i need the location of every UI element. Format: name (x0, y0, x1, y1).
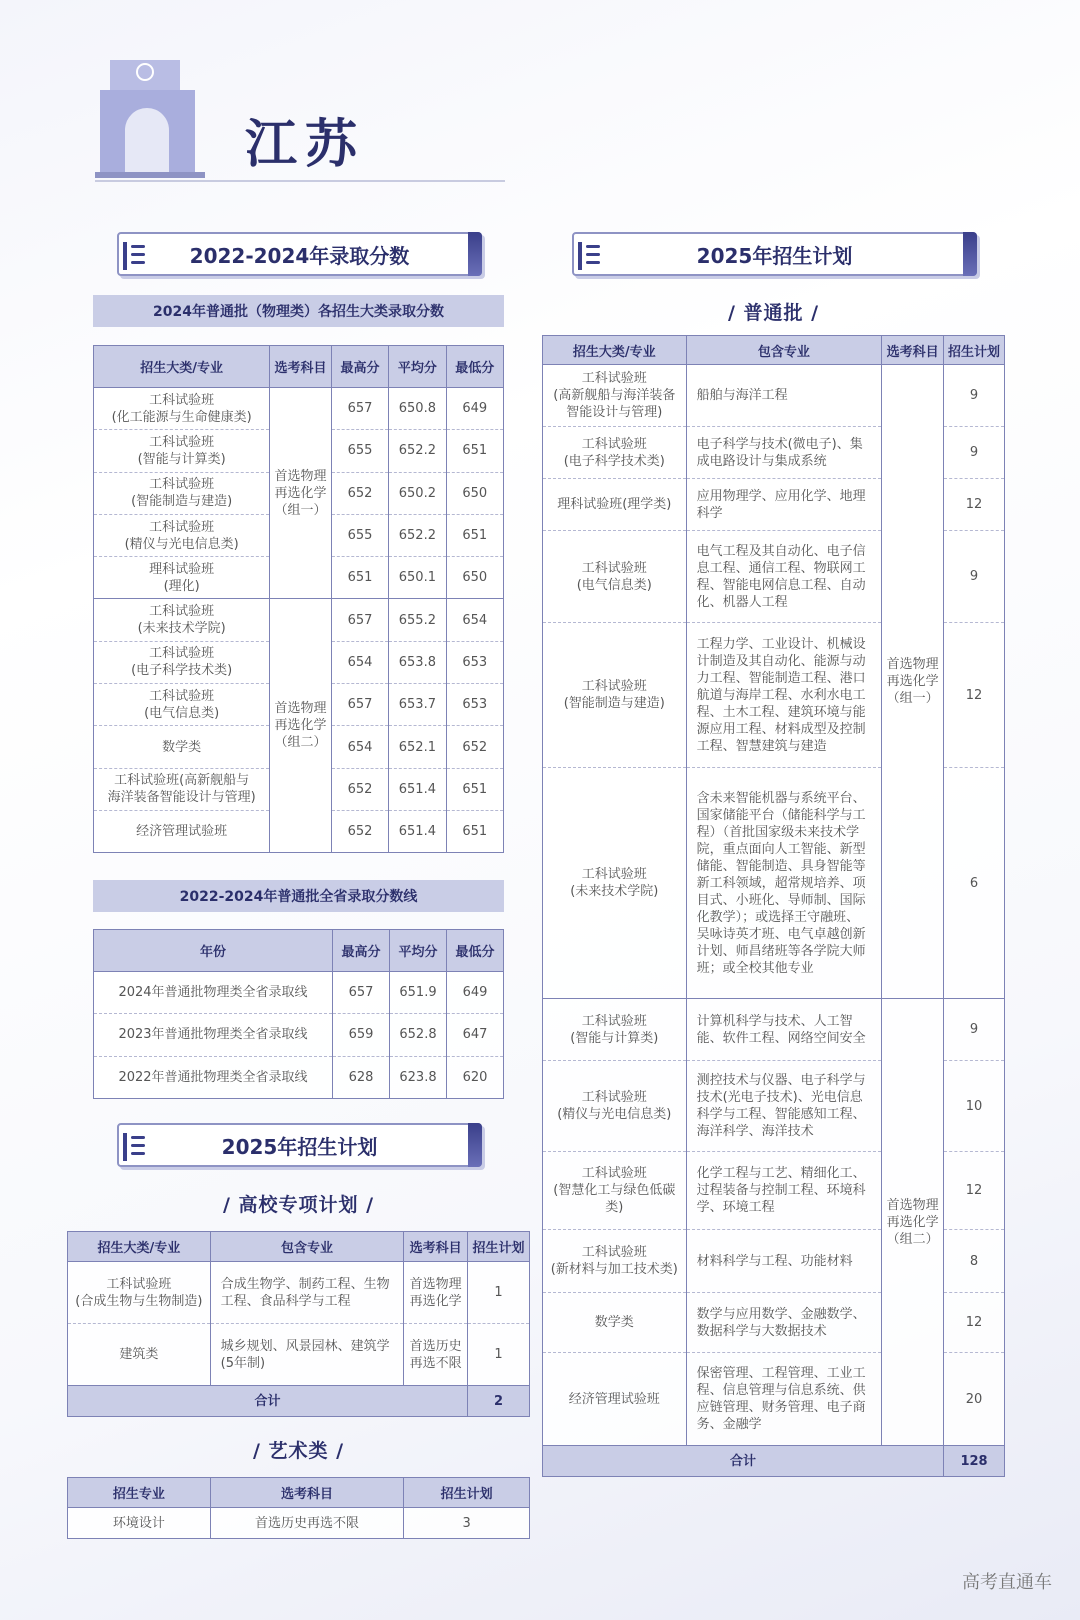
score-min: 649 (446, 388, 503, 430)
major-name: 数学类 (543, 1293, 687, 1353)
included-majors: 含未来智能机器与系统平台、国家储能平台（储能科学与工程）（首批国家级未来技术学院，重点面向人工智能、新型储能、智能制造、具身智能等新工科领域，超常规培养、项目式、小班化、导师制、国际化教学）；或选择王守融班、吴咏诗英才班、电气卓越创新计划、师昌绪班等各学院大师班；或全校其他专业 (686, 768, 882, 999)
line-min: 647 (447, 1014, 504, 1056)
line-avg: 651.9 (390, 972, 447, 1014)
score-min: 652 (446, 726, 503, 768)
score-min: 653 (446, 684, 503, 726)
regular-batch-title: / 普通批 / (727, 302, 820, 324)
subject-requirement: 首选物理 再选化学 (404, 1262, 468, 1324)
table-row (68, 1386, 530, 1417)
table-row (94, 599, 504, 641)
major-name: 理科试验班(理学类) (543, 479, 687, 531)
plan-count: 12 (944, 623, 1005, 768)
line-min: 620 (447, 1056, 504, 1098)
score-avg: 650.1 (389, 557, 446, 599)
page-title: 江苏 (245, 115, 366, 175)
score-min: 651 (446, 810, 503, 852)
plan-count: 9 (944, 999, 1005, 1061)
score-max: 655 (331, 430, 388, 472)
line-max: 628 (333, 1056, 390, 1098)
major-name: 工科试验班 (合成生物与生物制造) (68, 1262, 211, 1324)
art-count: 3 (404, 1508, 530, 1539)
major-name: 工科试验班 (智慧化工与绿色低碳类) (543, 1152, 687, 1230)
banner-label: 2025年招生计划 (696, 243, 853, 268)
art-plan-table (67, 1477, 530, 1539)
table-row (543, 365, 1005, 427)
binder-rings-icon (578, 242, 598, 270)
banner-label: 2022-2024年录取分数 (189, 243, 410, 268)
score-min: 651 (446, 514, 503, 556)
column-header: 招生大类/专业 (68, 1232, 211, 1262)
plan-count: 9 (944, 365, 1005, 427)
major-name: 工科试验班 (电子科学技术类) (94, 641, 270, 683)
major-name: 工科试验班 (电气信息类) (94, 684, 270, 726)
line-min: 649 (447, 972, 504, 1014)
included-majors: 合成生物学、制药工程、生物工程、食品科学与工程 (210, 1262, 404, 1324)
table-row (94, 972, 504, 1014)
plan-count: 8 (944, 1230, 1005, 1293)
art-subject: 首选历史再选不限 (210, 1508, 404, 1539)
included-majors: 化学工程与工艺、精细化工、过程装备与控制工程、环境科学、环境工程 (686, 1152, 882, 1230)
total-label: 合计 (543, 1446, 944, 1477)
included-majors: 电气工程及其自动化、电子信息工程、通信工程、物联网工程、智能电网信息工程、自动化、机器人工程 (686, 531, 882, 623)
table-row (543, 1446, 1005, 1477)
major-name: 工科试验班 (精仪与光电信息类) (543, 1061, 687, 1152)
plan-count: 12 (944, 1293, 1005, 1353)
plan-left-banner (117, 1123, 482, 1167)
major-name: 经济管理试验班 (543, 1353, 687, 1446)
binder-rings-icon (123, 242, 143, 270)
column-header: 包含专业 (686, 336, 882, 365)
regular-plan-table (542, 335, 1005, 1477)
column-header: 最低分 (447, 930, 504, 972)
plan-count: 9 (944, 427, 1005, 479)
table-row (68, 1324, 530, 1386)
score-max: 654 (331, 726, 388, 768)
plan-count: 1 (468, 1262, 530, 1324)
score-max: 652 (331, 810, 388, 852)
scores-banner (117, 232, 482, 276)
plan-count: 9 (944, 531, 1005, 623)
plan-count: 12 (944, 1152, 1005, 1230)
divider (95, 180, 505, 182)
campus-gate-illustration (95, 50, 205, 180)
column-header: 招生计划 (468, 1232, 530, 1262)
score-max: 657 (331, 599, 388, 641)
included-majors: 计算机科学与技术、人工智能、软件工程、网络空间安全 (686, 999, 882, 1061)
plan-count: 1 (468, 1324, 530, 1386)
lines-subtitle: 2022-2024年普通批全省录取分数线 (93, 880, 504, 912)
subject-requirement: 首选物理 再选化学 （组一） (270, 388, 332, 599)
score-max: 657 (331, 684, 388, 726)
line-max: 659 (333, 1014, 390, 1056)
included-majors: 材料科学与工程、功能材料 (686, 1230, 882, 1293)
included-majors: 工程力学、工业设计、机械设计制造及其自动化、能源与动力工程、智能制造工程、港口航道与海岸工程、水利水电工程、土木工程、建筑环境与能源应用工程、材料成型及控制工程、智慧建筑与建造 (686, 623, 882, 768)
major-name: 工科试验班(高新舰船与 海洋装备智能设计与管理) (94, 768, 270, 810)
column-header: 最高分 (333, 930, 390, 972)
column-header: 选考科目 (210, 1478, 404, 1508)
table-row (68, 1478, 530, 1508)
plan-count: 12 (944, 479, 1005, 531)
included-majors: 保密管理、工程管理、工业工程、信息管理与信息系统、供应链管理、财务管理、电子商务、金融学 (686, 1353, 882, 1446)
major-name: 工科试验班 (化工能源与生命健康类) (94, 388, 270, 430)
major-name: 工科试验班 (精仪与光电信息类) (94, 514, 270, 556)
score-max: 654 (331, 641, 388, 683)
major-name: 工科试验班 (电气信息类) (543, 531, 687, 623)
score-avg: 651.4 (389, 810, 446, 852)
score-min: 654 (446, 599, 503, 641)
line-avg: 623.8 (390, 1056, 447, 1098)
score-avg: 653.8 (389, 641, 446, 683)
major-name: 工科试验班 (智能与计算类) (543, 999, 687, 1061)
major-name: 工科试验班 (未来技术学院) (94, 599, 270, 641)
major-name: 工科试验班 (智能制造与建造) (543, 623, 687, 768)
line-avg: 652.8 (390, 1014, 447, 1056)
total-count: 2 (468, 1386, 530, 1417)
table-row (543, 336, 1005, 365)
score-avg: 651.4 (389, 768, 446, 810)
score-min: 651 (446, 768, 503, 810)
major-name: 工科试验班 (智能与计算类) (94, 430, 270, 472)
special-plan-table (67, 1231, 530, 1417)
subject-requirement: 首选物理 再选化学 （组二） (882, 999, 944, 1446)
column-header: 选考科目 (270, 346, 332, 388)
score-max: 652 (331, 768, 388, 810)
score-avg: 652.2 (389, 514, 446, 556)
art-name: 环境设计 (68, 1508, 211, 1539)
major-name: 工科试验班 (电子科学技术类) (543, 427, 687, 479)
banner-label: 2025年招生计划 (221, 1134, 378, 1159)
major-name: 工科试验班 (未来技术学院) (543, 768, 687, 999)
subject-requirement: 首选历史 再选不限 (404, 1324, 468, 1386)
score-avg: 652.1 (389, 726, 446, 768)
major-name: 数学类 (94, 726, 270, 768)
column-header: 招生专业 (68, 1478, 211, 1508)
subject-requirement: 首选物理 再选化学 （组一） (882, 365, 944, 999)
major-name: 工科试验班 (智能制造与建造) (94, 472, 270, 514)
total-label: 合计 (68, 1386, 468, 1417)
score-min: 653 (446, 641, 503, 683)
column-header: 最低分 (446, 346, 503, 388)
column-header: 招生计划 (404, 1478, 530, 1508)
art-title: / 艺术类 / (252, 1440, 345, 1462)
score-avg: 650.8 (389, 388, 446, 430)
column-header: 包含专业 (210, 1232, 404, 1262)
column-header: 选考科目 (404, 1232, 468, 1262)
major-name: 工科试验班 (新材料与加工技术类) (543, 1230, 687, 1293)
line-year: 2024年普通批物理类全省录取线 (94, 972, 333, 1014)
score-max: 657 (331, 388, 388, 430)
scores-subtitle: 2024年普通批（物理类）各招生大类录取分数 (93, 295, 504, 327)
column-header: 招生大类/专业 (94, 346, 270, 388)
score-avg: 653.7 (389, 684, 446, 726)
subject-requirement: 首选物理 再选化学 （组二） (270, 599, 332, 853)
table-row (94, 346, 504, 388)
special-plan-title: / 高校专项计划 / (222, 1194, 375, 1216)
table-row (94, 1056, 504, 1098)
score-max: 655 (331, 514, 388, 556)
watermark: 高考直通车 (962, 1572, 1052, 1593)
included-majors: 应用物理学、应用化学、地理科学 (686, 479, 882, 531)
line-year: 2023年普通批物理类全省录取线 (94, 1014, 333, 1056)
column-header: 平均分 (390, 930, 447, 972)
included-majors: 城乡规划、风景园林、建筑学(5年制) (210, 1324, 404, 1386)
line-max: 657 (333, 972, 390, 1014)
score-avg: 650.2 (389, 472, 446, 514)
table-row (94, 930, 504, 972)
total-count: 128 (944, 1446, 1005, 1477)
major-name: 经济管理试验班 (94, 810, 270, 852)
score-min: 651 (446, 430, 503, 472)
score-avg: 652.2 (389, 430, 446, 472)
table-row (94, 388, 504, 430)
table-row (68, 1232, 530, 1262)
included-majors: 数学与应用数学、金融数学、数据科学与大数据技术 (686, 1293, 882, 1353)
province-lines-table (93, 929, 504, 1099)
included-majors: 船舶与海洋工程 (686, 365, 882, 427)
score-avg: 655.2 (389, 599, 446, 641)
major-name: 工科试验班 (高新舰船与海洋装备 智能设计与管理) (543, 365, 687, 427)
column-header: 招生计划 (944, 336, 1005, 365)
plan-count: 6 (944, 768, 1005, 999)
score-max: 651 (331, 557, 388, 599)
line-year: 2022年普通批物理类全省录取线 (94, 1056, 333, 1098)
column-header: 招生大类/专业 (543, 336, 687, 365)
included-majors: 电子科学与技术(微电子)、集成电路设计与集成系统 (686, 427, 882, 479)
binder-rings-icon (123, 1133, 143, 1161)
column-header: 平均分 (389, 346, 446, 388)
major-name: 建筑类 (68, 1324, 211, 1386)
scores-table (93, 345, 504, 853)
table-row (68, 1262, 530, 1324)
plan-right-banner (572, 232, 977, 276)
included-majors: 测控技术与仪器、电子科学与技术(光电子技术)、光电信息科学与工程、智能感知工程、海洋科学、海洋技术 (686, 1061, 882, 1152)
column-header: 最高分 (331, 346, 388, 388)
score-min: 650 (446, 472, 503, 514)
major-name: 理科试验班 (理化) (94, 557, 270, 599)
plan-count: 20 (944, 1353, 1005, 1446)
plan-count: 10 (944, 1061, 1005, 1152)
column-header: 年份 (94, 930, 333, 972)
score-max: 652 (331, 472, 388, 514)
score-min: 650 (446, 557, 503, 599)
table-row (94, 1014, 504, 1056)
table-row (68, 1508, 530, 1539)
column-header: 选考科目 (882, 336, 944, 365)
table-row (543, 999, 1005, 1061)
